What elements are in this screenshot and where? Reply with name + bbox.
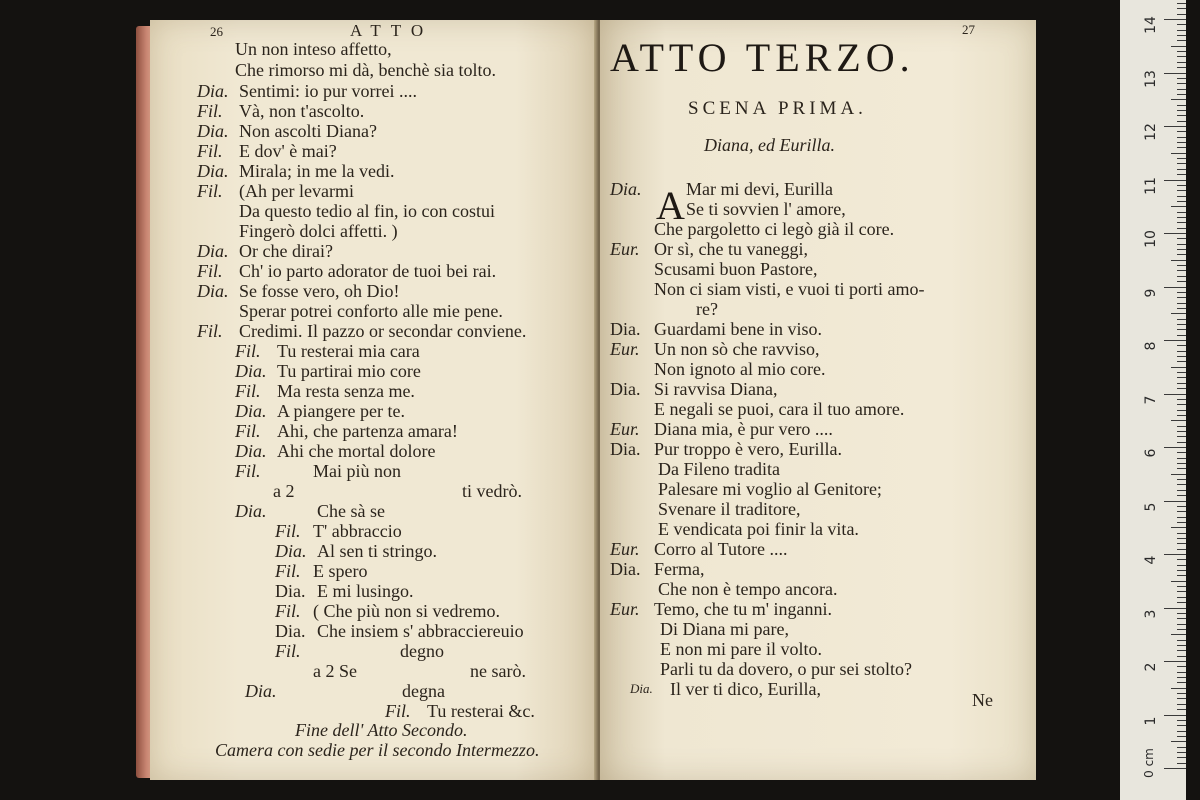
verse-line: Ch' io parto adorator de tuoi bei rai. xyxy=(239,261,497,281)
speaker-label: Dia. xyxy=(197,81,229,101)
ruler-tick xyxy=(1164,19,1186,20)
ruler-tick xyxy=(1177,624,1186,625)
speaker-label: Fil. xyxy=(235,381,261,401)
verse-line: Un non inteso affetto, xyxy=(235,39,392,59)
ruler-tick xyxy=(1177,249,1186,250)
ruler-tick xyxy=(1177,89,1186,90)
ruler-tick xyxy=(1177,404,1186,405)
right-page xyxy=(600,20,1036,780)
speaker-label: Fil. xyxy=(197,141,223,161)
ruler-tick xyxy=(1177,158,1186,159)
ruler-tick xyxy=(1177,212,1186,213)
ruler-tick xyxy=(1177,185,1186,186)
verse-line: Che non è tempo ancora. xyxy=(658,579,838,599)
characters-line: Diana, ed Eurilla. xyxy=(704,135,835,155)
verse-line: E non mi pare il volto. xyxy=(660,639,822,659)
ruler-tick xyxy=(1177,704,1186,705)
ruler-tick xyxy=(1164,715,1186,716)
ruler-tick xyxy=(1177,303,1186,304)
ruler-tick xyxy=(1177,458,1186,459)
ruler-tick xyxy=(1177,666,1186,667)
ruler-tick xyxy=(1177,308,1186,309)
verse-line: Svenare il traditore, xyxy=(658,499,801,519)
speaker-label: Dia. xyxy=(610,439,641,459)
ruler-tick xyxy=(1177,324,1186,325)
verse-line: Tu resterai &c. xyxy=(427,701,535,721)
verse-line: Scusami buon Pastore, xyxy=(654,259,818,279)
speaker-label: Dia. xyxy=(630,681,653,696)
verse-line: Tu resterai mia cara xyxy=(277,341,420,361)
ruler-tick xyxy=(1177,463,1186,464)
ruler-tick xyxy=(1177,56,1186,57)
verse-line: Mai più non xyxy=(313,461,401,481)
ruler-tick xyxy=(1177,201,1186,202)
ruler-tick xyxy=(1177,8,1186,9)
verse-line: Corro al Tutore .... xyxy=(654,539,788,559)
ruler-tick xyxy=(1171,474,1186,475)
speaker-label: Fil. xyxy=(275,641,301,661)
ruler-tick xyxy=(1177,720,1186,721)
verse-line: Si ravvisa Diana, xyxy=(654,379,778,399)
ruler-tick xyxy=(1177,35,1186,36)
ruler-tick xyxy=(1164,661,1186,662)
verse-line: Che rimorso mi dà, benchè sia tolto. xyxy=(235,60,496,80)
page-number-right: 27 xyxy=(962,22,975,37)
ruler-tick xyxy=(1177,763,1186,764)
speaker-label: Dia. xyxy=(197,241,229,261)
speaker-label: Dia. xyxy=(235,501,267,521)
ruler-tick xyxy=(1177,297,1186,298)
verse-line: Guardami bene in viso. xyxy=(654,319,822,339)
ruler-tick xyxy=(1177,613,1186,614)
speaker-label: Fil. xyxy=(197,101,223,121)
ruler-tick xyxy=(1164,554,1186,555)
ruler-tick xyxy=(1171,153,1186,154)
ruler-tick xyxy=(1177,479,1186,480)
ruler-tick xyxy=(1164,287,1186,288)
ruler-tick xyxy=(1177,677,1186,678)
speaker-label: Dia. xyxy=(197,161,229,181)
ruler-tick xyxy=(1171,688,1186,689)
ruler-tick xyxy=(1177,511,1186,512)
verse-line: Or che dirai? xyxy=(239,241,333,261)
verse-line: Sentimi: io pur vorrei .... xyxy=(239,81,417,101)
verse-line: Pur troppo è vero, Eurilla. xyxy=(654,439,842,459)
speaker-label: Fil. xyxy=(385,701,411,721)
speaker-label: Eur. xyxy=(610,599,640,619)
speaker-label: Fil. xyxy=(235,461,261,481)
speaker-label: Eur. xyxy=(610,539,640,559)
verse-line: Diana mia, è pur vero .... xyxy=(654,419,833,439)
ruler-number: 7 xyxy=(1143,395,1159,404)
verse-line: Sperar potrei conforto alle mie pene. xyxy=(239,301,503,321)
ruler-tick xyxy=(1177,597,1186,598)
ruler-tick xyxy=(1177,533,1186,534)
ruler-tick xyxy=(1177,736,1186,737)
verse-line: Or sì, che tu vaneggi, xyxy=(654,239,808,259)
ruler-tick xyxy=(1177,244,1186,245)
ruler-tick xyxy=(1177,372,1186,373)
speaker-label: Dia. xyxy=(610,179,642,199)
ruler-number: 11 xyxy=(1143,176,1159,195)
end-of-act-line: Fine dell' Atto Secondo. xyxy=(295,720,468,740)
speaker-label: Fil. xyxy=(197,181,223,201)
ruler-tick xyxy=(1177,174,1186,175)
ruler-tick xyxy=(1177,591,1186,592)
ruler-tick xyxy=(1177,292,1186,293)
ruler-tick xyxy=(1177,142,1186,143)
verse-line: Ahi, che partenza amara! xyxy=(277,421,458,441)
speaker-label: Fil. xyxy=(275,601,301,621)
ruler-tick xyxy=(1171,313,1186,314)
ruler-tick xyxy=(1177,14,1186,15)
ruler-number: 6 xyxy=(1143,448,1159,458)
speaker-label: Dia. xyxy=(275,541,307,561)
verse-line: E spero xyxy=(313,561,368,581)
ruler-tick xyxy=(1177,78,1186,79)
ruler-tick xyxy=(1171,581,1186,582)
ruler-tick xyxy=(1177,575,1186,576)
ruler-tick xyxy=(1177,731,1186,732)
ruler-tick xyxy=(1177,698,1186,699)
verse-line: Al sen ti stringo. xyxy=(317,541,437,561)
ruler-tick xyxy=(1177,196,1186,197)
verse-line: Credimi. Il pazzo or secondar conviene. xyxy=(239,321,527,341)
verse-line: Di Diana mi pare, xyxy=(660,619,789,639)
verse-line: E vendicata poi finir la vita. xyxy=(658,519,859,539)
ruler-tick xyxy=(1177,431,1186,432)
ruler-tick xyxy=(1177,3,1186,4)
verse-line: Mirala; in me la vedi. xyxy=(239,161,395,181)
ruler-tick xyxy=(1177,217,1186,218)
ruler-tick xyxy=(1177,682,1186,683)
ruler-tick xyxy=(1177,709,1186,710)
verse-line: Và, non t'ascolto. xyxy=(239,101,365,121)
ruler-tick xyxy=(1171,260,1186,261)
ruler-tick xyxy=(1177,121,1186,122)
ruler-tick xyxy=(1177,757,1186,758)
ruler-tick xyxy=(1177,110,1186,111)
ruler-tick xyxy=(1177,228,1186,229)
ruler-number: 10 xyxy=(1143,230,1159,248)
ruler-tick xyxy=(1171,634,1186,635)
ruler-tick xyxy=(1177,51,1186,52)
ruler-tick xyxy=(1177,725,1186,726)
ruler-tick xyxy=(1177,163,1186,164)
verse-line: Non ascolti Diana? xyxy=(239,121,377,141)
verse-line: Fingerò dolci affetti. ) xyxy=(239,221,398,241)
ruler-tick xyxy=(1171,741,1186,742)
ruler-tick xyxy=(1177,650,1186,651)
ruler-tick xyxy=(1177,538,1186,539)
verse-line: Che sà se xyxy=(317,501,385,521)
verse-line: degno xyxy=(400,641,444,661)
verse-line: E mi lusingo. xyxy=(317,581,414,601)
ruler-tick xyxy=(1177,672,1186,673)
verse-line: Ma resta senza me. xyxy=(277,381,415,401)
verse-line: ne sarò. xyxy=(470,661,526,681)
ruler-tick xyxy=(1177,490,1186,491)
speaker-label: Fil. xyxy=(197,261,223,281)
verse-line: T' abbraccio xyxy=(313,521,402,541)
verse-line: Temo, che tu m' inganni. xyxy=(654,599,832,619)
ruler-tick xyxy=(1177,270,1186,271)
scene-title: SCENA PRIMA. xyxy=(688,98,867,119)
ruler-tick xyxy=(1164,233,1186,234)
ruler-tick xyxy=(1177,62,1186,63)
ruler-tick xyxy=(1177,468,1186,469)
ruler-tick xyxy=(1177,522,1186,523)
speaker-label: Dia. xyxy=(197,281,229,301)
ruler-tick xyxy=(1177,335,1186,336)
ruler-number: 12 xyxy=(1143,123,1159,141)
ruler-tick xyxy=(1177,383,1186,384)
ruler-tick xyxy=(1177,452,1186,453)
speaker-label: Fil. xyxy=(275,521,301,541)
verse-line: A piangere per te. xyxy=(277,401,405,421)
stage-direction: Camera con sedie per il secondo Intermezzo. xyxy=(215,740,540,760)
ruler-tick xyxy=(1177,40,1186,41)
ruler-number: 14 xyxy=(1143,16,1159,34)
ruler-tick xyxy=(1177,415,1186,416)
ruler-tick xyxy=(1177,115,1186,116)
measuring-ruler xyxy=(1120,0,1186,800)
ruler-tick xyxy=(1177,281,1186,282)
ruler-tick xyxy=(1171,46,1186,47)
speaker-label: Dia. xyxy=(610,379,641,399)
ruler-tick xyxy=(1177,602,1186,603)
ruler-tick xyxy=(1177,618,1186,619)
ruler-tick xyxy=(1177,565,1186,566)
running-head: ATTO xyxy=(350,21,434,40)
ruler-tick xyxy=(1177,169,1186,170)
ruler-tick xyxy=(1177,629,1186,630)
ruler-tick xyxy=(1177,484,1186,485)
verse-line: ti vedrò. xyxy=(462,481,522,501)
verse-line: ( Che più non si vedremo. xyxy=(313,601,500,621)
speaker-label: Dia. xyxy=(610,559,641,579)
ruler-tick xyxy=(1164,126,1186,127)
speaker-label: a 2 Se xyxy=(313,661,357,681)
ruler-tick xyxy=(1177,549,1186,550)
ruler-number: 5 xyxy=(1143,502,1159,511)
ruler-tick xyxy=(1164,768,1186,769)
verse-line: Se fosse vero, oh Dio! xyxy=(239,281,400,301)
verse-line: degna xyxy=(402,681,445,701)
ruler-tick xyxy=(1171,367,1186,368)
ruler-tick xyxy=(1171,99,1186,100)
ruler-tick xyxy=(1177,67,1186,68)
speaker-label: Fil. xyxy=(235,421,261,441)
ruler-tick xyxy=(1177,426,1186,427)
verse-line: Il ver ti dico, Eurilla, xyxy=(670,679,821,699)
ruler-tick xyxy=(1177,506,1186,507)
ruler-tick xyxy=(1177,190,1186,191)
ruler-tick xyxy=(1164,501,1186,502)
ruler-tick xyxy=(1177,131,1186,132)
ruler-tick xyxy=(1177,586,1186,587)
ruler-tick xyxy=(1177,442,1186,443)
verse-line: Che insiem s' abbracciereuio xyxy=(317,621,524,641)
ruler-tick xyxy=(1177,747,1186,748)
ruler-tick xyxy=(1164,447,1186,448)
ruler-tick xyxy=(1171,420,1186,421)
ruler-tick xyxy=(1177,94,1186,95)
ruler-number: 1 xyxy=(1143,716,1159,725)
ruler-tick xyxy=(1177,361,1186,362)
ruler-tick xyxy=(1177,693,1186,694)
ruler-tick xyxy=(1177,351,1186,352)
speaker-label: Dia. xyxy=(275,581,306,601)
verse-line: Da questo tedio al fin, io con costui xyxy=(239,201,495,221)
ruler-tick xyxy=(1164,73,1186,74)
verse-line: E negali se puoi, cara il tuo amore. xyxy=(654,399,905,419)
ruler-tick xyxy=(1177,222,1186,223)
ruler-tick xyxy=(1177,329,1186,330)
ruler-tick xyxy=(1177,265,1186,266)
catchword: Ne xyxy=(972,690,993,710)
verse-line: Ferma, xyxy=(654,559,705,579)
page-number-left: 26 xyxy=(210,24,223,39)
ruler-tick xyxy=(1177,356,1186,357)
ruler-tick xyxy=(1177,276,1186,277)
verse-line: re? xyxy=(696,299,718,319)
verse-line: Da Fileno tradita xyxy=(658,459,780,479)
verse-line: Ahi che mortal dolore xyxy=(277,441,436,461)
ruler-tick xyxy=(1177,517,1186,518)
ruler-tick xyxy=(1164,608,1186,609)
ruler-tick xyxy=(1177,436,1186,437)
ruler-tick xyxy=(1177,410,1186,411)
ruler-tick xyxy=(1177,30,1186,31)
ruler-tick xyxy=(1177,399,1186,400)
verse-line: E dov' è mai? xyxy=(239,141,337,161)
ruler-tick xyxy=(1177,377,1186,378)
ruler-number: 9 xyxy=(1143,288,1159,297)
ruler-tick xyxy=(1177,83,1186,84)
ruler-tick xyxy=(1177,24,1186,25)
ruler-number: 2 xyxy=(1143,662,1159,672)
act-title: ATTO TERZO. xyxy=(610,35,915,80)
speaker-label: Dia. xyxy=(235,361,267,381)
speaker-label: Dia. xyxy=(197,121,229,141)
verse-line: Non ci siam visti, e vuoi ti porti amo- xyxy=(654,279,925,299)
verse-line: Mar mi devi, Eurilla xyxy=(686,179,833,199)
ruler-tick xyxy=(1164,394,1186,395)
ruler-number: 4 xyxy=(1143,555,1159,565)
drop-cap: A xyxy=(656,183,685,228)
ruler-unit-label: 0 cm xyxy=(1141,748,1156,778)
left-page xyxy=(150,20,596,780)
ruler-tick xyxy=(1164,180,1186,181)
verse-line: (Ah per levarmi xyxy=(239,181,354,201)
ruler-tick xyxy=(1177,388,1186,389)
speaker-label: Dia. xyxy=(245,681,277,701)
verse-line: Un non sò che ravviso, xyxy=(654,339,820,359)
ruler-number: 3 xyxy=(1143,609,1159,618)
ruler-tick xyxy=(1177,543,1186,544)
speaker-label: Eur. xyxy=(610,239,640,259)
ruler-tick xyxy=(1164,340,1186,341)
speaker-label: Dia. xyxy=(610,319,641,339)
ruler-tick xyxy=(1177,319,1186,320)
speaker-label: Eur. xyxy=(610,419,640,439)
ruler-tick xyxy=(1171,206,1186,207)
verse-line: Se ti sovvien l' amore, xyxy=(686,199,846,219)
ruler-tick xyxy=(1177,559,1186,560)
ruler-tick xyxy=(1177,645,1186,646)
verse-line: Parli tu da dovero, o pur sei stolto? xyxy=(660,659,912,679)
ruler-tick xyxy=(1177,640,1186,641)
ruler-tick xyxy=(1177,238,1186,239)
ruler-tick xyxy=(1177,495,1186,496)
verse-line: Non ignoto al mio core. xyxy=(654,359,826,379)
ruler-tick xyxy=(1177,570,1186,571)
speaker-label: Dia. xyxy=(275,621,306,641)
speaker-label: a 2 xyxy=(273,481,295,501)
ruler-tick xyxy=(1177,105,1186,106)
ruler-tick xyxy=(1177,656,1186,657)
verse-line: Palesare mi voglio al Genitore; xyxy=(658,479,882,499)
ruler-tick xyxy=(1177,147,1186,148)
ruler-tick xyxy=(1177,345,1186,346)
verse-line: Che pargoletto ci legò già il core. xyxy=(654,219,895,239)
speaker-label: Fil. xyxy=(275,561,301,581)
speaker-label: Dia. xyxy=(235,401,267,421)
speaker-label: Fil. xyxy=(235,341,261,361)
ruler-tick xyxy=(1177,254,1186,255)
ruler-tick xyxy=(1177,752,1186,753)
verse-line: Tu partirai mio core xyxy=(277,361,421,381)
ruler-tick xyxy=(1171,527,1186,528)
speaker-label: Dia. xyxy=(235,441,267,461)
ruler-number: 8 xyxy=(1143,341,1159,351)
ruler-number: 13 xyxy=(1143,69,1159,88)
speaker-label: Eur. xyxy=(610,339,640,359)
speaker-label: Fil. xyxy=(197,321,223,341)
ruler-tick xyxy=(1177,137,1186,138)
